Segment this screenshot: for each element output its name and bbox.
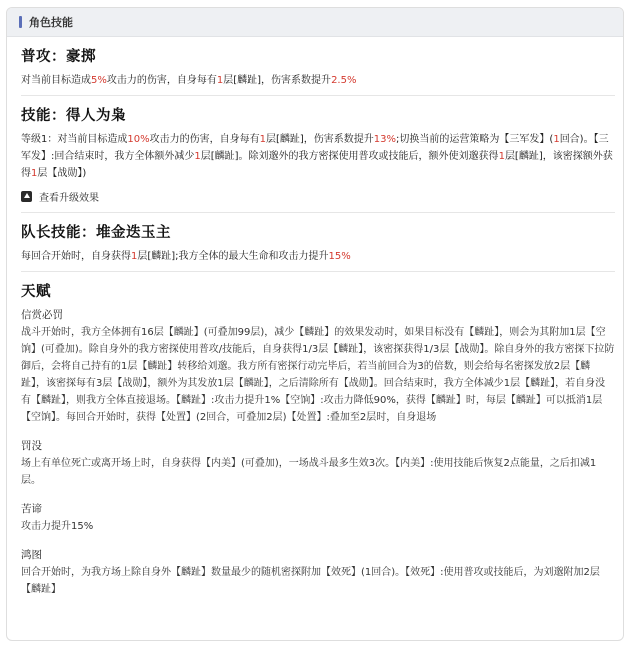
talent-item: [21, 547, 615, 598]
leader-skill-desc: [21, 248, 615, 265]
talents-section: [21, 272, 615, 616]
desc-text: 对当前目标造成: [21, 75, 91, 86]
talent-desc: 回合开始时，为我方场上除自身外【麟趾】数量最少的随机密探附加【效死】(1回合)。【效死】:使用普攻或技能后，为刘邈附加2层【麟趾】: [21, 567, 600, 595]
desc-text: 层[麟趾]。除刘邈外的我方密探使用普攻或技能后，额外使刘邈获得: [200, 151, 499, 162]
desc-text: 每回合开始时，自身获得: [21, 251, 131, 262]
view-upgrade-button[interactable]: [21, 186, 615, 206]
desc-highlight: 1: [216, 75, 224, 86]
desc-text: 对当前目标造成: [57, 134, 128, 145]
desc-highlight: 5%: [91, 75, 107, 86]
desc-highlight: 1: [553, 134, 560, 145]
talent-desc: 场上有单位死亡或离开场上时，自身获得【内美】(可叠加)，一场战斗最多生效3次。【内美】:使用技能后恢复2点能量，之后扣减1层。: [21, 458, 597, 486]
desc-text: 攻击力的伤害，自身每有: [106, 75, 217, 86]
desc-text: 攻击力的伤害，自身每有: [149, 134, 260, 145]
panel-header: [7, 8, 623, 37]
desc-text: 层【战勋】): [37, 168, 87, 179]
talent-name: 苦谛: [21, 503, 42, 515]
normal-attack-section: [21, 37, 615, 96]
panel-title: 角色技能: [29, 16, 73, 29]
desc-text: ;切换当前的运营策略为【三军发】(: [396, 134, 554, 145]
skill-desc: [21, 131, 615, 182]
normal-attack-title: 普攻：豪掷: [21, 49, 96, 65]
leader-skill-section: [21, 213, 615, 272]
desc-text: 层[麟趾];我方全体的最大生命和攻击力提升: [137, 251, 329, 262]
view-upgrade-label: 查看升级效果: [39, 192, 99, 204]
panel-content: [7, 37, 623, 616]
leader-skill-title: 队长技能：堆金迭玉主: [21, 225, 171, 241]
skill-section: [21, 96, 615, 213]
talent-desc: 攻击力提升15%: [21, 521, 94, 532]
talent-name: 鸿图: [21, 549, 42, 561]
upload-arrow-icon: [21, 191, 32, 202]
talents-title: 天赋: [21, 284, 51, 300]
character-skills-panel: [6, 7, 624, 641]
desc-highlight: 1: [259, 134, 266, 145]
desc-highlight: 1: [131, 251, 138, 262]
talent-name: 罚没: [21, 440, 42, 452]
desc-text: 层[麟趾]，该密探额外获得: [21, 151, 613, 179]
talent-desc: 战斗开始时，我方全体拥有16层【麟趾】(可叠加99层)，减少【麟趾】的效果发动时，如果目标没有【麟趾】，则会为其附加1层【空饷】(可叠加)。除自身外的我方密探使用普攻/技能后，自身获得1/3层【麟趾】，该密探获得1/3层【战勋】。除自身外的我方密探下拉防御后，会将自己持有的1层【麟趾】转移给刘邈。我方所有密探行动完毕后，若当前回合为3的倍数，则会给每名密探发放2层【麟趾】，该密探每有3层【战勋】，额外为其发放1层【麟趾】，之后清除所有【战勋】。回合结束时，我方全体减少1层【麟趾】，若自身没有【麟趾】，则我方全体直接退场。【麟趾】:攻击力提升1%【空饷】:攻击力降低90%，获得【麟趾】时，每层【麟趾】可以抵消1层【空饷】。每回合开始时，获得【处置】(2回合，可叠加2层)【处置】:叠加至2层时，自身退场: [21, 327, 615, 423]
desc-text: 回合)。【三军发】:回合结束时，我方全体额外减少: [21, 134, 609, 162]
skill-title: 技能：得人为枭: [21, 108, 126, 124]
header-accent-bar: [19, 16, 22, 28]
desc-text: 层[麟趾]，伤害系数提升: [265, 134, 374, 145]
desc-highlight: 1: [498, 151, 505, 162]
talent-name: 信赏必罚: [21, 309, 63, 321]
desc-highlight: 15%: [328, 251, 351, 262]
desc-highlight: 1: [31, 168, 38, 179]
desc-highlight: 1: [194, 151, 201, 162]
talent-item: [21, 438, 615, 489]
desc-text: 等级1：: [21, 134, 58, 145]
talent-item: [21, 307, 615, 426]
talent-item: [21, 501, 615, 535]
normal-attack-desc: [21, 72, 615, 89]
desc-highlight: 2.5%: [331, 75, 357, 86]
desc-text: 层[麟趾]，伤害系数提升: [223, 75, 332, 86]
desc-highlight: 13%: [373, 134, 397, 145]
desc-highlight: 10%: [127, 134, 150, 145]
